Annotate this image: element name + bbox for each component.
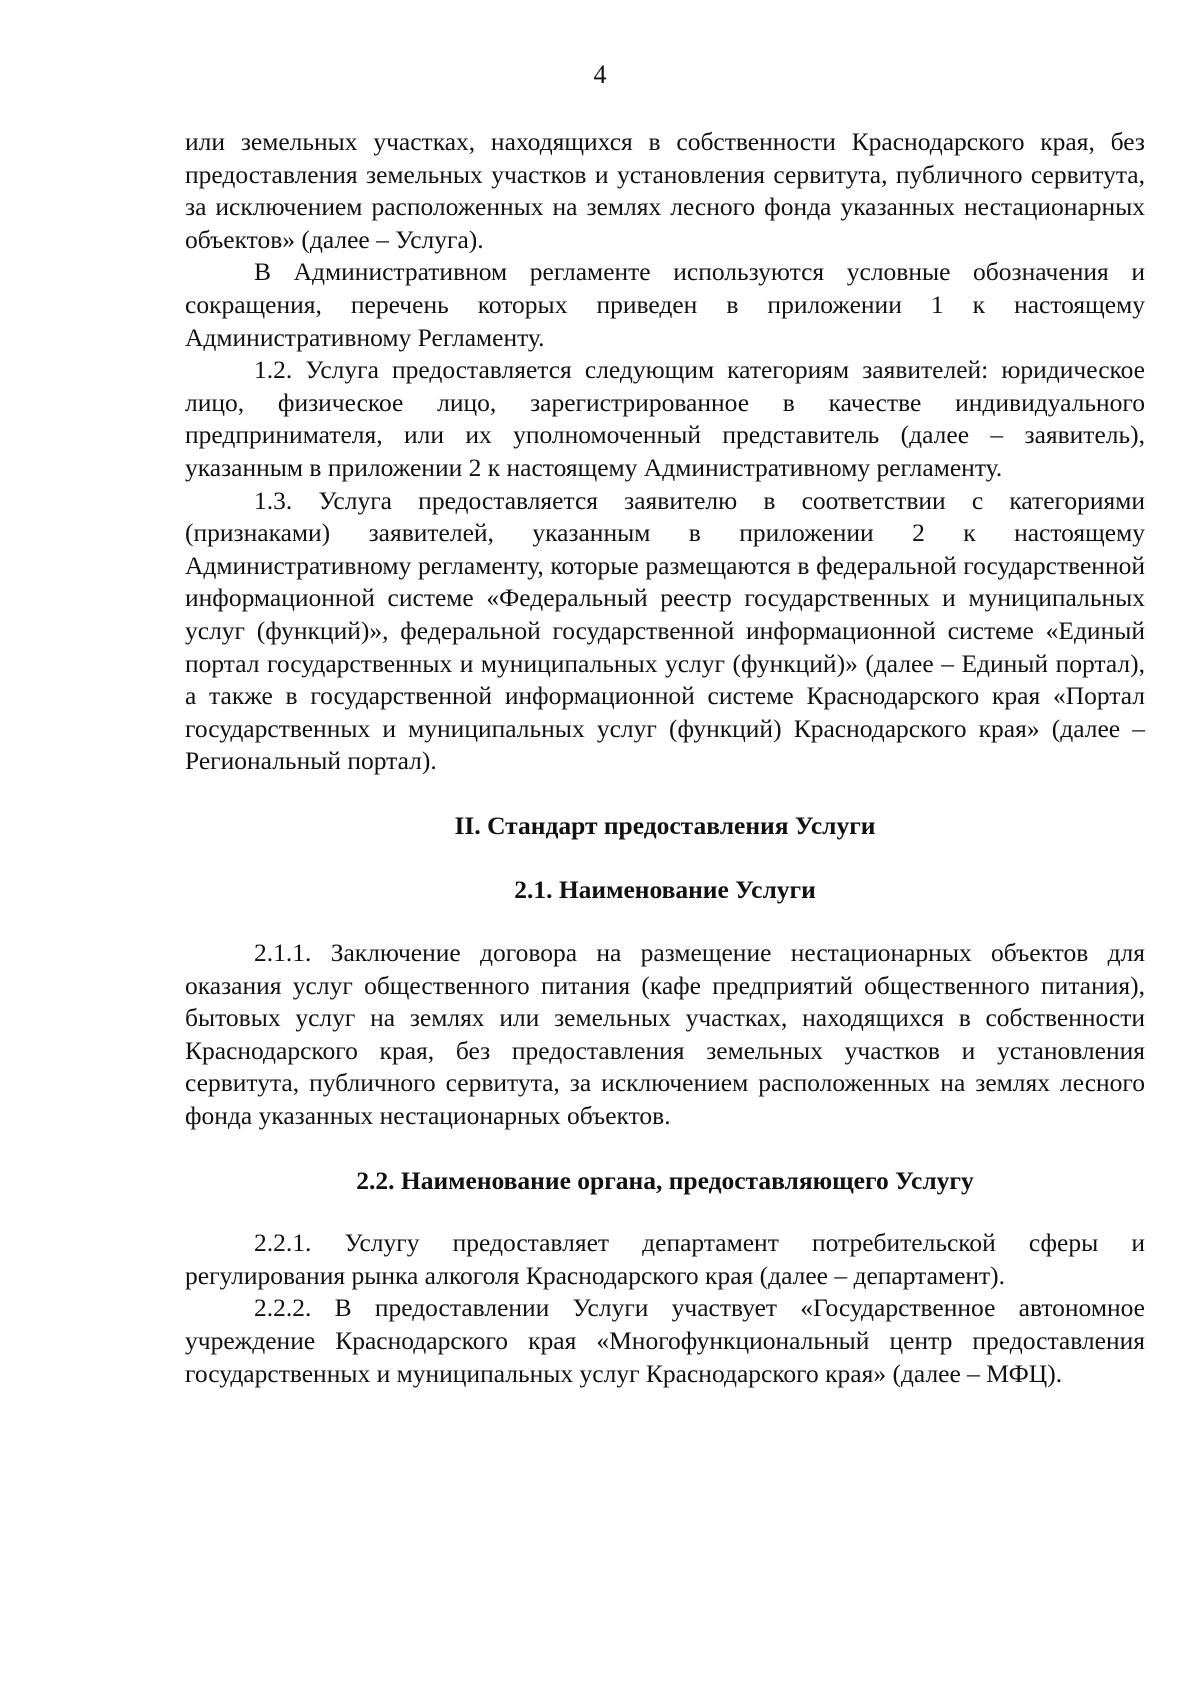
subsection-2-1-title: 2.1. Наименование Услуги bbox=[514, 875, 816, 905]
paragraph-2-2-1: 2.2.1. Услугу предоставляет департамент потребительской сферы и регулирования рынка алкоголя Краснодарского края (далее – департамент). bbox=[185, 1228, 1145, 1290]
subsection-2-2-title: 2.2. Наименование органа, предоставляющего Услугу bbox=[356, 1165, 974, 1195]
paragraph-intro-continuation: или земельных участках, находящихся в собственности Краснодарского края, без предоставления земельных участков и установления сервитута, публичного сервитута, за исключением расположенных на землях лесного фонда указанных нестационарных объектов» (далее – Услуга). bbox=[185, 127, 1145, 254]
paragraph-2-2-2: 2.2.2. В предоставлении Услуги участвует «Государственное автономное учреждение Краснодарского края «Многофункциональный центр предоставления государственных и муниципальных услуг Краснодарского края» (далее – МФЦ). bbox=[185, 1293, 1145, 1388]
paragraph-2-1-1: 2.1.1. Заключение договора на размещение нестационарных объектов для оказания услуг общественного питания (кафе предприятий общественного питания), бытовых услуг на землях или земельных участках, находящихся в собственности Краснодарского края, без предоставления земельных участков и установления сервитута, публичного сервитута, за исключением расположенных на землях лесного фонда указанных нестационарных объектов. bbox=[185, 938, 1145, 1131]
paragraph-abbreviations: В Административном регламенте используются условные обозначения и сокращения, перечень которых приведен в приложении 1 к настоящему Административному Регламенту. bbox=[185, 257, 1145, 352]
paragraph-1-3: 1.3. Услуга предоставляется заявителю в соответствии с категориями (признаками) заявителей, указанным в приложении 2 к настоящему Административному регламенту, которые размещаются в федеральной государственной информационной системе «Федеральный реестр государственных и муниципальных услуг (функций)», федеральной государственной информационной системе «Единый портал государственных и муниципальных услуг (функций)» (далее – Единый портал), а также в государственной информационной системе Краснодарского края «Портал государственных и муниципальных услуг (функций) Краснодарского края» (далее – Региональный портал). bbox=[185, 485, 1145, 776]
paragraph-1-2: 1.2. Услуга предоставляется следующим категориям заявителей: юридическое лицо, физическое лицо, зарегистрированное в качестве индивидуального предпринимателя, или их уполномоченный представитель (далее – заявитель), указанным в приложении 2 к настоящему Административному регламенту. bbox=[185, 355, 1145, 482]
section-title: II. Стандарт предоставления Услуги bbox=[454, 810, 876, 840]
page-number: 4 bbox=[593, 60, 607, 89]
document-body bbox=[185, 126, 1145, 1390]
